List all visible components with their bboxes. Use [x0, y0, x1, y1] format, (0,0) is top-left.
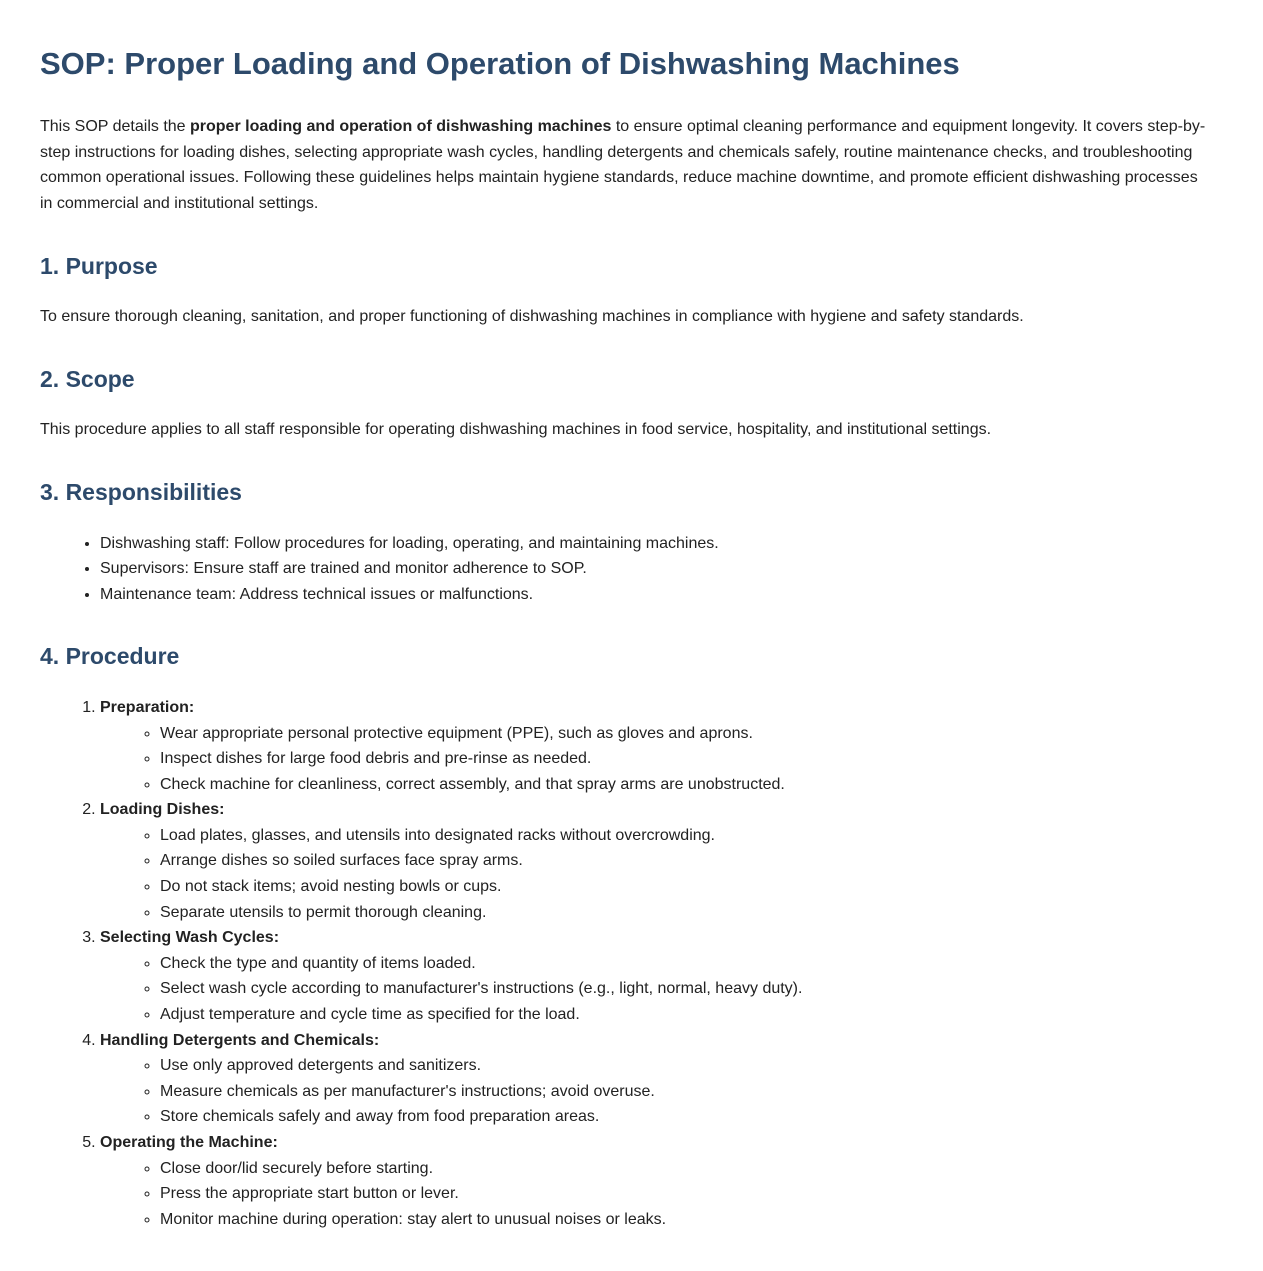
procedure-list: [40, 695, 1207, 1232]
list-item: ◦ Store chemicals safely and away from food preparation areas.: [160, 1104, 1207, 1130]
intro-text-after: to ensure optimal cleaning performance and equipment longevity. It covers step-by-step instructions for loading dishes, selecting appropriate wash cycles, handling detergents and chemicals safely, routine maintenance checks, and troubleshooting common operational issues. Following these guidelines helps maintain hygiene standards, reduce machine downtime, and promote efficient dishwashing processes in commercial and institutional settings.: [40, 118, 1206, 212]
step-label: Handling Detergents and Chemicals:: [100, 1031, 380, 1049]
list-item: ◦ Select wash cycle according to manufacturer's instructions (e.g., light, normal, heavy duty).: [160, 976, 1207, 1002]
list-item: ◦ Check the type and quantity of items loaded.: [160, 951, 1207, 977]
step-substeps: [100, 951, 1207, 1028]
section-procedure: [40, 643, 1207, 1232]
purpose-text: To ensure thorough cleaning, sanitation, and proper functioning of dishwashing machines in compliance with hygiene and safety standards.: [40, 308, 1024, 326]
list-item: ◦ Adjust temperature and cycle time as specified for the load.: [160, 1002, 1207, 1028]
list-item: ◦ Do not stack items; avoid nesting bowls or cups.: [160, 874, 1207, 900]
step-label: Loading Dishes:: [100, 801, 225, 819]
purpose-heading: 1. Purpose: [40, 252, 158, 279]
procedure-heading: 4. Procedure: [40, 643, 180, 670]
page-title: SOP: Proper Loading and Operation of Dishwashing Machines: [40, 46, 960, 81]
step-substeps: [100, 1053, 1207, 1130]
section-responsibilities: [40, 479, 1207, 607]
step-label: Operating the Machine:: [100, 1134, 278, 1151]
intro-text-bold: proper loading and operation of dishwashing machines: [190, 118, 612, 136]
step-substeps: [100, 721, 1207, 798]
step-label: Selecting Wash Cycles:: [100, 929, 280, 947]
step-label: Preparation:: [100, 698, 195, 716]
list-item: ◦ Load plates, glasses, and utensils into designated racks without overcrowding.: [160, 823, 1207, 849]
list-item: ◦ Monitor machine during operation: stay alert to unusual noises or leaks.: [160, 1207, 1207, 1233]
step-substeps: [100, 1156, 1207, 1233]
responsibilities-heading: 3. Responsibilities: [40, 478, 242, 505]
scope-heading: 2. Scope: [40, 365, 135, 392]
list-item: ◦ Close door/lid securely before starting.: [160, 1156, 1207, 1182]
step-substeps: [100, 823, 1207, 925]
list-item: ◦ Check machine for cleanliness, correct assembly, and that spray arms are unobstructed.: [160, 772, 1207, 798]
procedure-step: [100, 1028, 1207, 1130]
list-item: ◦ Measure chemicals as per manufacturer's instructions; avoid overuse.: [160, 1079, 1207, 1105]
procedure-step: [100, 925, 1207, 1027]
list-item: • Maintenance team: Address technical issues or malfunctions.: [100, 582, 1207, 608]
list-item: ◦ Arrange dishes so soiled surfaces face spray arms.: [160, 848, 1207, 874]
list-item: • Supervisors: Ensure staff are trained and monitor adherence to SOP.: [100, 556, 1207, 582]
intro-paragraph: [40, 114, 1207, 216]
responsibilities-list: [40, 531, 1207, 608]
list-item: ◦ Inspect dishes for large food debris and pre-rinse as needed.: [160, 746, 1207, 772]
section-scope: [40, 366, 1207, 443]
list-item: ◦ Use only approved detergents and sanitizers.: [160, 1053, 1207, 1079]
intro-text-before: This SOP details the: [40, 118, 190, 136]
procedure-step: [100, 797, 1207, 925]
list-item: ◦ Separate utensils to permit thorough cleaning.: [160, 900, 1207, 926]
list-item: • Dishwashing staff: Follow procedures for loading, operating, and maintaining machines.: [100, 531, 1207, 557]
procedure-step: [100, 695, 1207, 797]
sop-document: [40, 45, 1207, 1232]
procedure-step: [100, 1130, 1207, 1232]
list-item: ◦ Wear appropriate personal protective equipment (PPE), such as gloves and aprons.: [160, 721, 1207, 747]
scope-text: This procedure applies to all staff responsible for operating dishwashing machines in food service, hospitality, and institutional settings.: [40, 421, 992, 439]
section-purpose: [40, 253, 1207, 330]
list-item: ◦ Press the appropriate start button or lever.: [160, 1181, 1207, 1207]
